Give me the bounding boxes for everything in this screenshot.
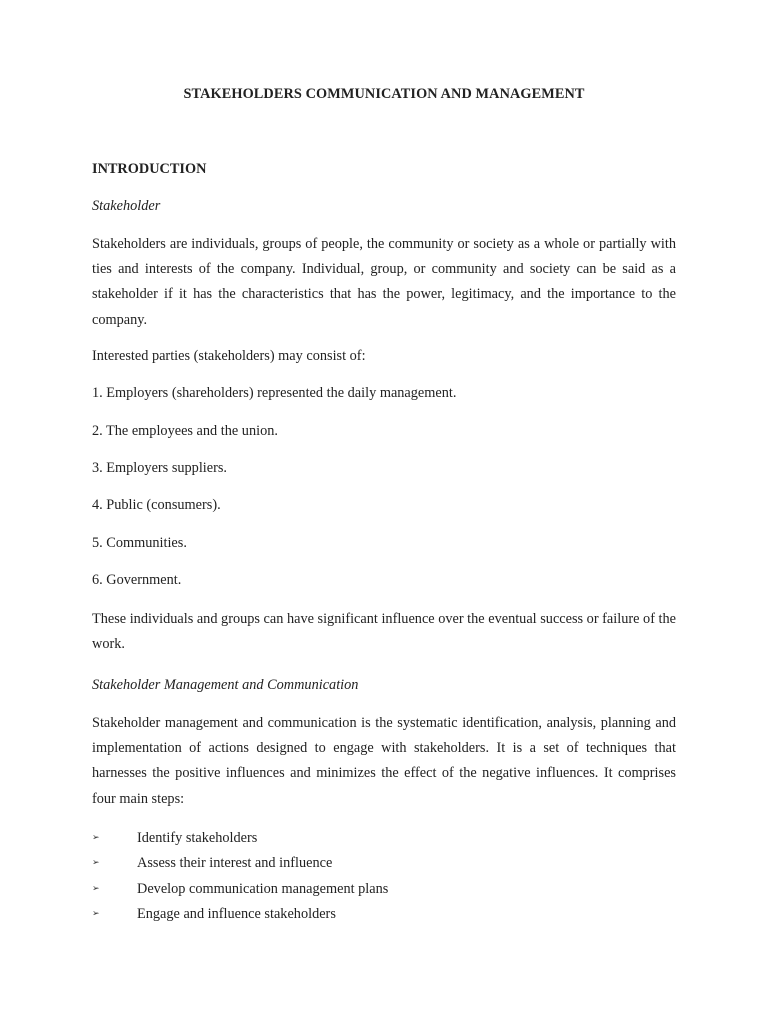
list-item: 3. Employers suppliers. (92, 460, 228, 476)
bullet-text: Develop communication management plans (137, 881, 389, 897)
list-item: 4. Public (consumers). (92, 497, 221, 513)
list-item: 6. Government. (92, 572, 182, 588)
arrow-bullet-icon: ➢ (92, 833, 100, 843)
paragraph-influence: These individuals and groups can have significant influence over the eventual success or failure of the work. (92, 611, 676, 653)
list-item: 1. Employers (shareholders) represented the daily management. (92, 385, 457, 401)
paragraph-stakeholder-definition: Stakeholders are individuals, groups of people, the community or society as a whole or partially with ties and interests of the company. Individual, group, or community and society can be said as a stakeholder if it has the characteristics that has the power, legitimacy, and the importance to the company. (92, 236, 676, 328)
bullet-text: Assess their interest and influence (137, 855, 333, 871)
section-heading-introduction: INTRODUCTION (92, 161, 207, 177)
arrow-bullet-icon: ➢ (92, 858, 100, 868)
subheading-stakeholder: Stakeholder (92, 198, 161, 214)
paragraph-management-definition: Stakeholder management and communication is the systematic identification, analysis, planning and implementation of actions designed to engage with stakeholders. It is a set of techniques that harnesses the positive influences and minimizes the effect of the negative influences. It comprises four main steps: (92, 715, 676, 807)
arrow-bullet-icon: ➢ (92, 909, 100, 919)
paragraph-interested-parties: Interested parties (stakeholders) may consist of: (92, 348, 366, 364)
bullet-text: Identify stakeholders (137, 830, 258, 846)
bullet-text: Engage and influence stakeholders (137, 906, 336, 922)
document-title: STAKEHOLDERS COMMUNICATION AND MANAGEMENT (183, 86, 585, 102)
subheading-management-communication: Stakeholder Management and Communication (92, 677, 359, 693)
list-item: 5. Communities. (92, 535, 187, 551)
arrow-bullet-icon: ➢ (92, 884, 100, 894)
list-item: 2. The employees and the union. (92, 423, 278, 439)
